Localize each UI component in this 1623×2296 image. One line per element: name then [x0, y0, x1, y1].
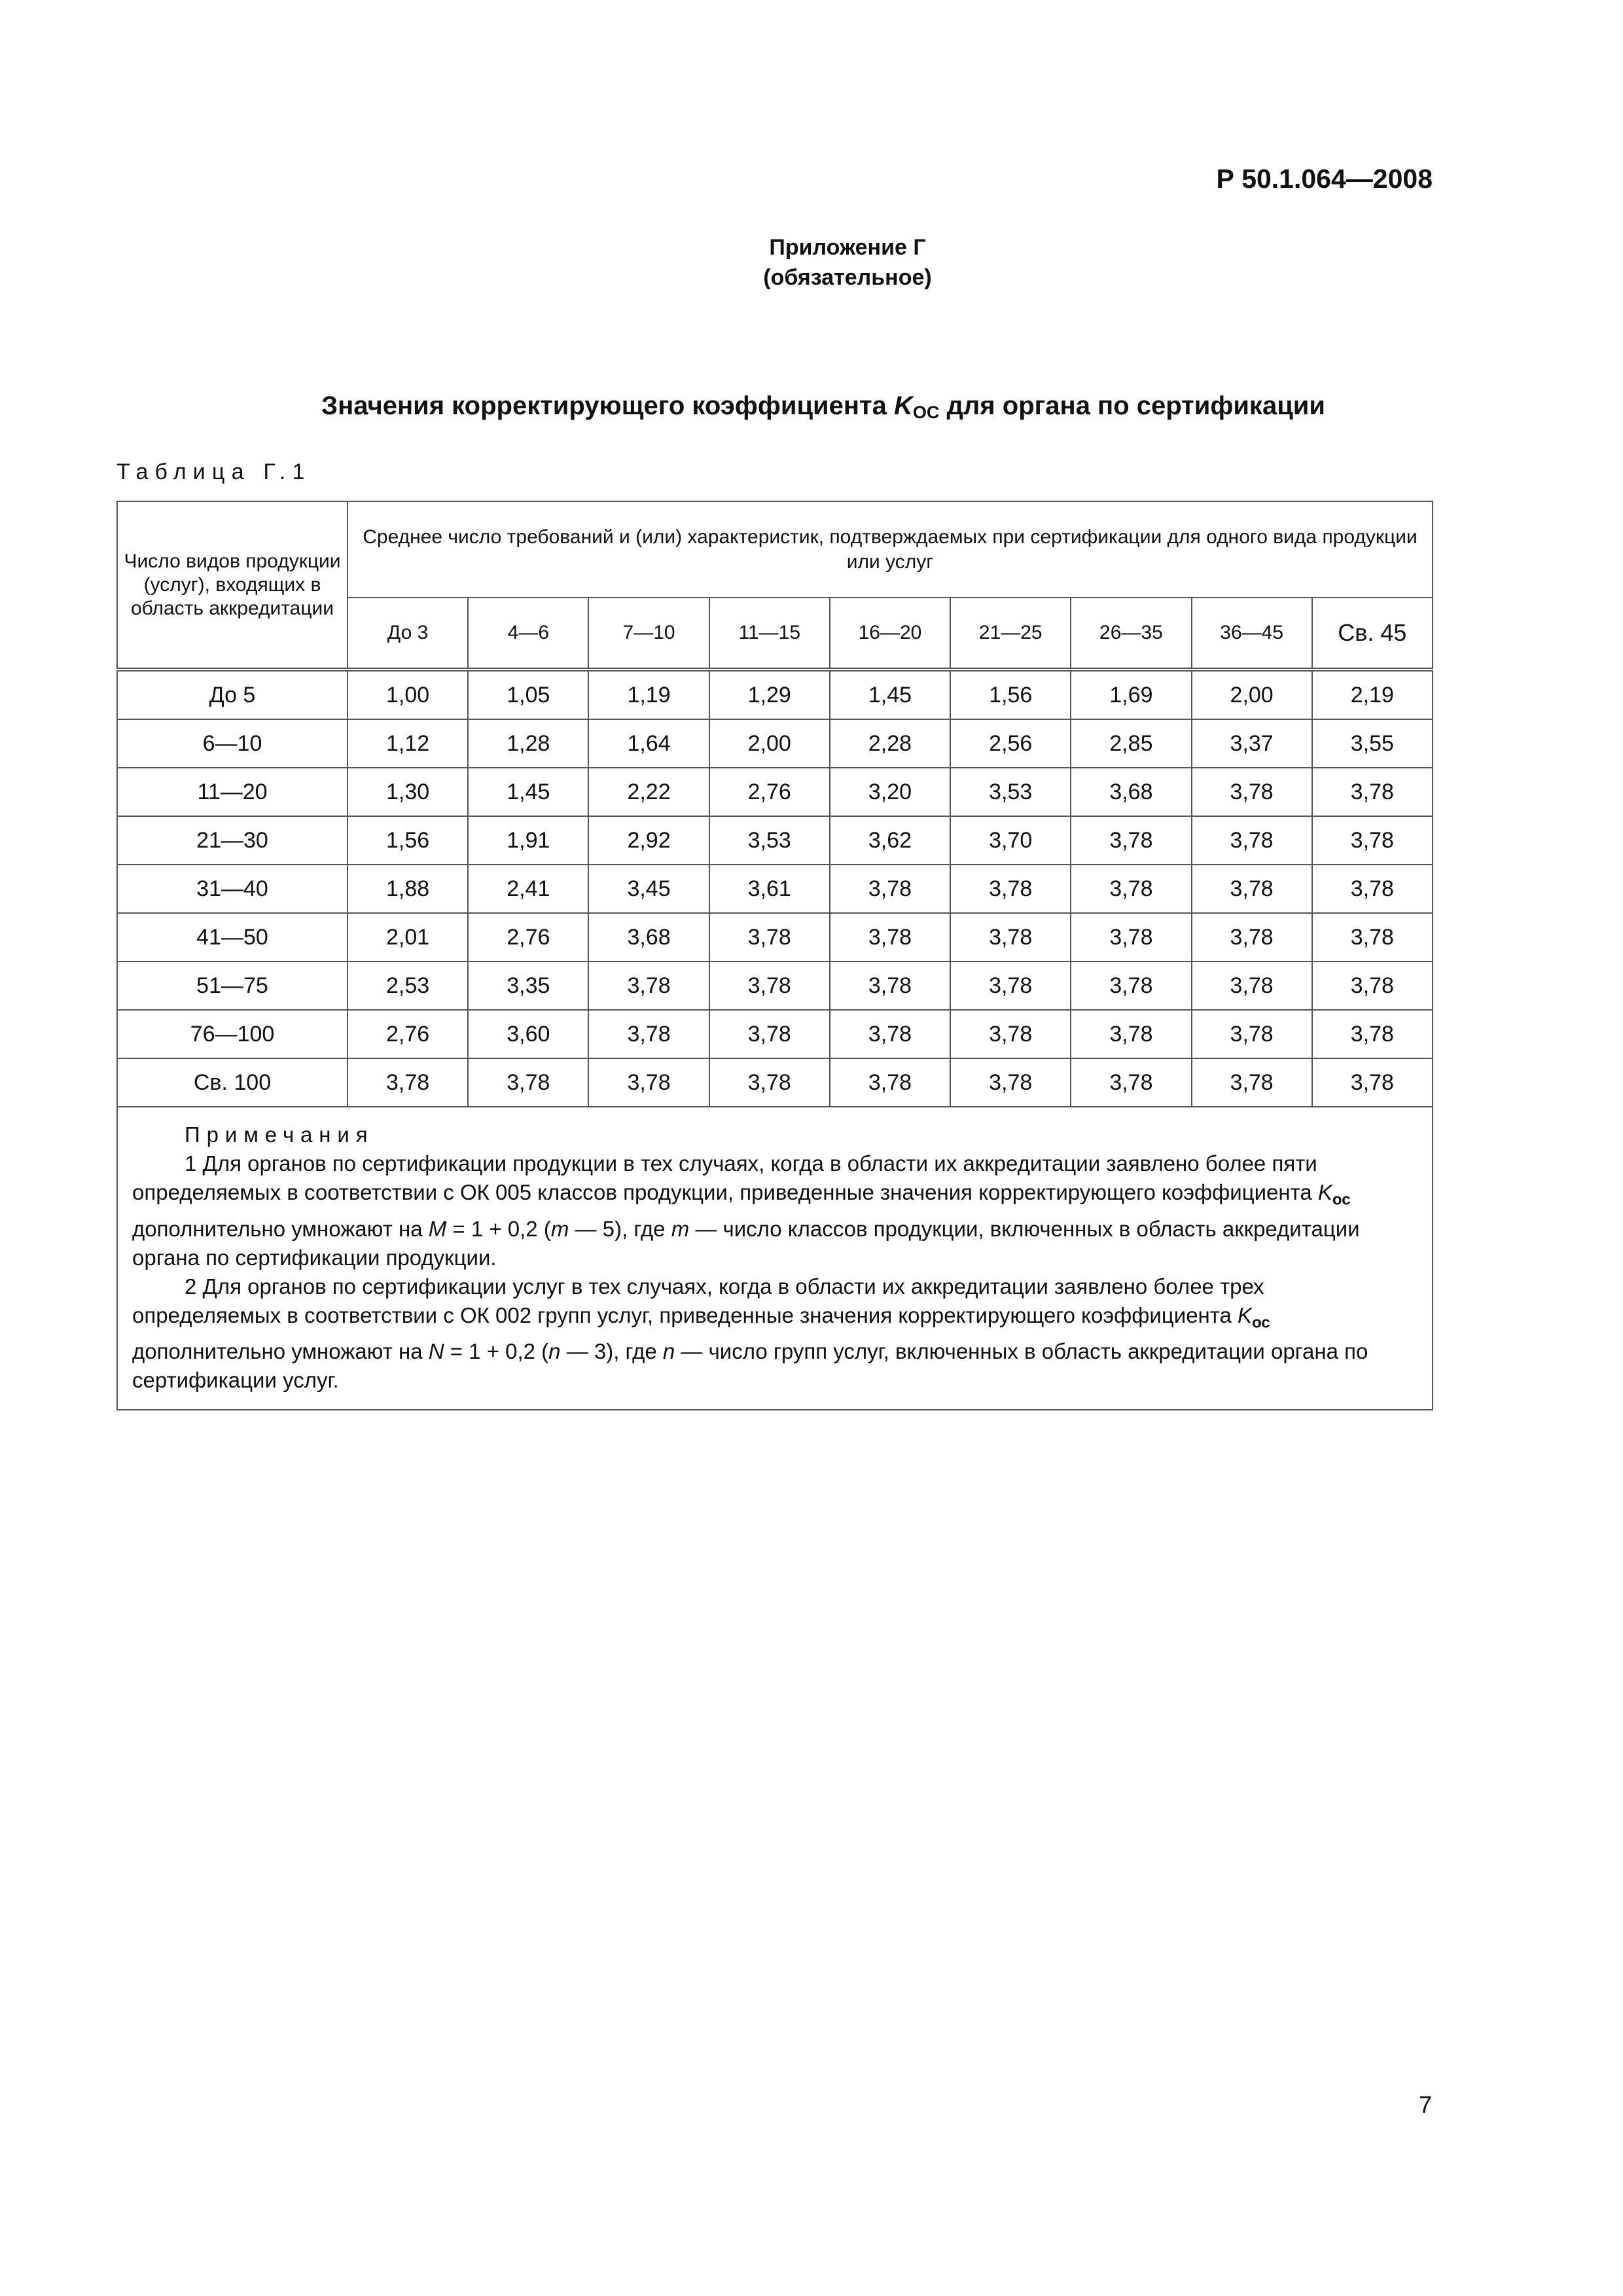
table-cell: 3,78 — [950, 1010, 1071, 1058]
note-2-symbol-subscript: ос — [1252, 1314, 1270, 1332]
table-cell: 3,60 — [468, 1010, 588, 1058]
note-2 — [132, 1272, 1418, 1395]
column-header: 26—35 — [1071, 598, 1191, 670]
table-cell: 3,78 — [1071, 1010, 1191, 1058]
table-cell: 3,78 — [950, 865, 1071, 913]
note-1-symbol-subscript: ос — [1332, 1191, 1351, 1209]
corner-header: Число видов продукции (услуг), входящих в область аккредитации — [117, 501, 348, 670]
title-symbol: K — [894, 391, 913, 420]
table-cell: 2,22 — [588, 768, 709, 816]
table-cell: 3,78 — [830, 1010, 950, 1058]
table-cell: 1,88 — [348, 865, 468, 913]
table-cell: 3,78 — [588, 961, 709, 1010]
table-row — [117, 865, 1433, 913]
table-cell: 3,78 — [709, 913, 830, 961]
table-cell: 1,00 — [348, 670, 468, 719]
table-cell: 1,12 — [348, 719, 468, 768]
table-cell: 3,78 — [950, 961, 1071, 1010]
row-label: 76—100 — [117, 1010, 348, 1058]
table-cell: 3,53 — [709, 816, 830, 865]
row-label: 6—10 — [117, 719, 348, 768]
table-cell: 2,19 — [1312, 670, 1433, 719]
column-header: 36—45 — [1192, 598, 1312, 670]
table-cell: 3,78 — [1071, 865, 1191, 913]
table-cell: 1,05 — [468, 670, 588, 719]
row-label: 11—20 — [117, 768, 348, 816]
table-cell: 1,56 — [950, 670, 1071, 719]
table-cell: 3,78 — [1312, 1010, 1433, 1058]
table-cell: 3,68 — [1071, 768, 1191, 816]
column-header: 11—15 — [709, 598, 830, 670]
appendix-heading — [0, 232, 1623, 293]
note-2-text: = 1 + 0,2 ( — [444, 1339, 549, 1364]
column-header: 4—6 — [468, 598, 588, 670]
table-cell: 3,45 — [588, 865, 709, 913]
table-cell: 2,92 — [588, 816, 709, 865]
row-label: До 5 — [117, 670, 348, 719]
column-header: 16—20 — [830, 598, 950, 670]
table-cell: 3,35 — [468, 961, 588, 1010]
note-2-variable: N — [428, 1339, 444, 1364]
table-cell: 3,68 — [588, 913, 709, 961]
note-1-text: 1 Для органов по сертификации продукции в тех случаях, когда в области их аккредитации заявлено более пяти определяемых в соответствии с ОК 005 классов продукции, приведенные значения корректирующего коэффициента — [132, 1151, 1318, 1204]
table-cell: 2,56 — [950, 719, 1071, 768]
note-2-variable: n — [548, 1339, 561, 1364]
table-cell: 3,78 — [830, 913, 950, 961]
note-2-text: — число групп услуг, включенных в область аккредитации органа по сертификации услуг. — [132, 1339, 1368, 1393]
row-label: 41—50 — [117, 913, 348, 961]
title-symbol-subscript: ОС — [912, 403, 940, 422]
table-cell: 1,91 — [468, 816, 588, 865]
table-cell: 3,78 — [588, 1010, 709, 1058]
table-cell: 2,85 — [1071, 719, 1191, 768]
table-label: Таблица Г.1 — [116, 459, 312, 484]
table-cell: 1,29 — [709, 670, 830, 719]
table-cell: 3,62 — [830, 816, 950, 865]
table-cell: 3,78 — [1192, 768, 1312, 816]
table-cell: 1,45 — [468, 768, 588, 816]
table-cell: 3,78 — [1312, 913, 1433, 961]
note-1-text: — число классов продукции, включенных в область аккредитации органа по сертификации продукции. — [132, 1216, 1360, 1270]
table-cell: 3,78 — [348, 1058, 468, 1107]
span-header: Среднее число требований и (или) характеристик, подтверждаемых при сертификации для одного вида продукции или услуг — [348, 501, 1433, 598]
title-text-before: Значения корректирующего коэффициента — [321, 391, 894, 420]
table-cell: 2,76 — [348, 1010, 468, 1058]
table-cell: 3,78 — [709, 1058, 830, 1107]
table-row — [117, 1058, 1433, 1107]
note-1-text: = 1 + 0,2 ( — [446, 1216, 551, 1241]
table-cell: 3,70 — [950, 816, 1071, 865]
table-cell: 1,28 — [468, 719, 588, 768]
table-cell: 3,78 — [1312, 865, 1433, 913]
table-cell: 3,78 — [1312, 768, 1433, 816]
row-label: 31—40 — [117, 865, 348, 913]
table-cell: 3,78 — [1312, 961, 1433, 1010]
table-cell: 1,30 — [348, 768, 468, 816]
table-cell: 2,28 — [830, 719, 950, 768]
appendix-title: Приложение Г — [769, 235, 926, 260]
table-cell: 3,37 — [1192, 719, 1312, 768]
table-cell: 3,78 — [830, 865, 950, 913]
note-1-text: дополнительно умножают на — [132, 1216, 429, 1241]
table-cell: 3,78 — [1071, 1058, 1191, 1107]
note-2-variable: n — [662, 1339, 675, 1364]
note-2-text: — 3), где — [560, 1339, 663, 1364]
notes-heading: Примечания — [185, 1122, 374, 1147]
table-cell: 3,78 — [1192, 913, 1312, 961]
table-cell: 3,55 — [1312, 719, 1433, 768]
table-cell: 3,78 — [830, 1058, 950, 1107]
page-title — [0, 391, 1623, 423]
table-row — [117, 961, 1433, 1010]
table-row — [117, 670, 1433, 719]
table-cell: 3,78 — [1192, 1010, 1312, 1058]
column-header: До 3 — [348, 598, 468, 670]
row-label: Св. 100 — [117, 1058, 348, 1107]
note-2-text: 2 Для органов по сертификации услуг в тех случаях, когда в области их аккредитации заявлено более трех определяемых в соответствии с ОК 002 групп услуг, приведенные значения корректирующего коэффициента — [132, 1274, 1264, 1327]
table-cell: 3,78 — [1192, 1058, 1312, 1107]
row-label: 51—75 — [117, 961, 348, 1010]
table-body — [117, 670, 1433, 1107]
page-number: 7 — [1418, 2091, 1432, 2118]
table-row — [117, 816, 1433, 865]
table-cell: 3,78 — [1071, 816, 1191, 865]
table-cell: 2,76 — [709, 768, 830, 816]
column-header: Св. 45 — [1312, 598, 1433, 670]
note-2-symbol: K — [1238, 1302, 1253, 1327]
title-text-after: для органа по сертификации — [939, 391, 1325, 420]
table-cell: 1,69 — [1071, 670, 1191, 719]
table-cell: 3,78 — [1071, 961, 1191, 1010]
table-cell: 2,76 — [468, 913, 588, 961]
table-cell: 2,41 — [468, 865, 588, 913]
table-cell: 3,61 — [709, 865, 830, 913]
table-cell: 3,78 — [709, 961, 830, 1010]
table-cell: 3,78 — [1071, 913, 1191, 961]
table-cell: 3,78 — [1192, 816, 1312, 865]
table-cell: 3,78 — [950, 913, 1071, 961]
table-cell: 1,64 — [588, 719, 709, 768]
note-1-text: — 5), где — [569, 1216, 671, 1241]
table-cell: 2,01 — [348, 913, 468, 961]
appendix-status: (обязательное) — [763, 265, 932, 290]
table-cell: 3,78 — [588, 1058, 709, 1107]
notes-cell — [117, 1107, 1433, 1410]
note-1-symbol: K — [1317, 1180, 1332, 1204]
table-cell: 3,53 — [950, 768, 1071, 816]
coefficient-table — [116, 501, 1433, 1410]
table-cell: 3,78 — [950, 1058, 1071, 1107]
table-cell: 3,78 — [1192, 961, 1312, 1010]
table-cell: 3,78 — [468, 1058, 588, 1107]
note-1-variable: m — [671, 1216, 690, 1241]
table-cell: 1,45 — [830, 670, 950, 719]
table-cell: 3,78 — [1312, 816, 1433, 865]
table-row — [117, 1010, 1433, 1058]
table-cell: 2,00 — [1192, 670, 1312, 719]
table-row — [117, 768, 1433, 816]
document-code: Р 50.1.064—2008 — [1216, 164, 1433, 194]
table-cell: 3,20 — [830, 768, 950, 816]
table-cell: 3,78 — [709, 1010, 830, 1058]
column-header: 7—10 — [588, 598, 709, 670]
note-1-variable: M — [428, 1216, 447, 1241]
table-cell: 2,53 — [348, 961, 468, 1010]
table-row — [117, 719, 1433, 768]
table-cell: 3,78 — [830, 961, 950, 1010]
column-header: 21—25 — [950, 598, 1071, 670]
row-label: 21—30 — [117, 816, 348, 865]
table-cell: 1,19 — [588, 670, 709, 719]
table-row — [117, 913, 1433, 961]
note-2-text: дополнительно умножают на — [132, 1339, 429, 1364]
note-1-variable: m — [550, 1216, 569, 1241]
table-cell: 2,00 — [709, 719, 830, 768]
note-1 — [132, 1149, 1418, 1272]
table-cell: 3,78 — [1192, 865, 1312, 913]
table-cell: 3,78 — [1312, 1058, 1433, 1107]
table-cell: 1,56 — [348, 816, 468, 865]
